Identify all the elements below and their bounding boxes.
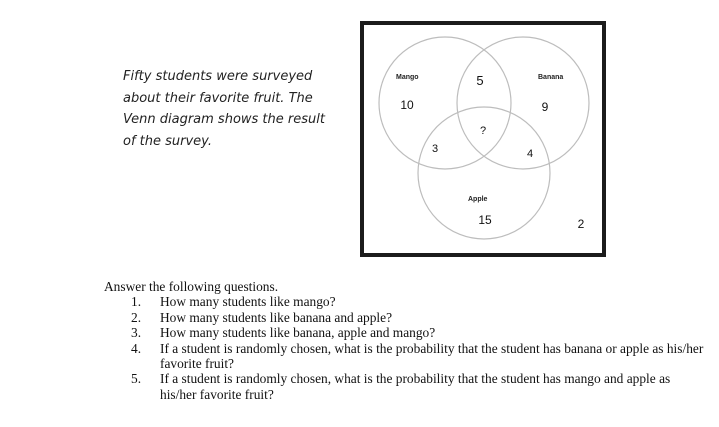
mango-apple-value: 3 — [431, 143, 439, 155]
question-text: If a student is randomly chosen, what is the probability that the student has mango and apple as his/her favorite fruit? — [160, 371, 671, 402]
question-number: 1. — [131, 294, 142, 310]
question-item — [104, 371, 704, 402]
intro-line: of the survey. — [123, 133, 212, 149]
banana-apple-value: 4 — [526, 148, 534, 160]
question-text: How many students like mango? — [160, 294, 336, 310]
venn-svg — [360, 21, 606, 257]
intro-line: Fifty students were surveyed — [123, 69, 313, 84]
question-number: 5. — [131, 371, 142, 387]
intro-line: Venn diagram shows the result — [123, 112, 325, 127]
banana-only-value: 9 — [541, 100, 549, 114]
venn-diagram — [360, 21, 606, 257]
mango-banana-value: 5 — [476, 73, 484, 88]
intro-text — [123, 66, 338, 152]
questions-heading: Answer the following questions. — [104, 279, 279, 294]
intro-line: about their favorite fruit. The — [123, 90, 313, 106]
apple-only-value: 15 — [478, 213, 492, 227]
center-value: ? — [479, 125, 487, 137]
banana-label: Banana — [538, 74, 564, 81]
questions-list — [104, 294, 704, 402]
question-item — [104, 341, 704, 372]
question-number: 3. — [131, 325, 142, 341]
question-text: If a student is randomly chosen, what is the probability that the student has banana or apple as his/her favorite fruit? — [160, 340, 704, 372]
question-text: How many students like banana, apple and mango? — [160, 325, 436, 341]
mango-only-value: 10 — [400, 98, 414, 112]
apple-label: Apple — [468, 196, 488, 203]
question-text: How many students like banana and apple? — [160, 309, 393, 325]
question-item — [104, 325, 704, 340]
question-item — [104, 294, 704, 309]
mango-label: Mango — [396, 74, 419, 81]
question-number: 2. — [131, 309, 142, 325]
question-item — [104, 310, 704, 325]
question-number: 4. — [131, 340, 142, 356]
questions-section — [104, 279, 704, 402]
outside-value: 2 — [577, 217, 585, 231]
